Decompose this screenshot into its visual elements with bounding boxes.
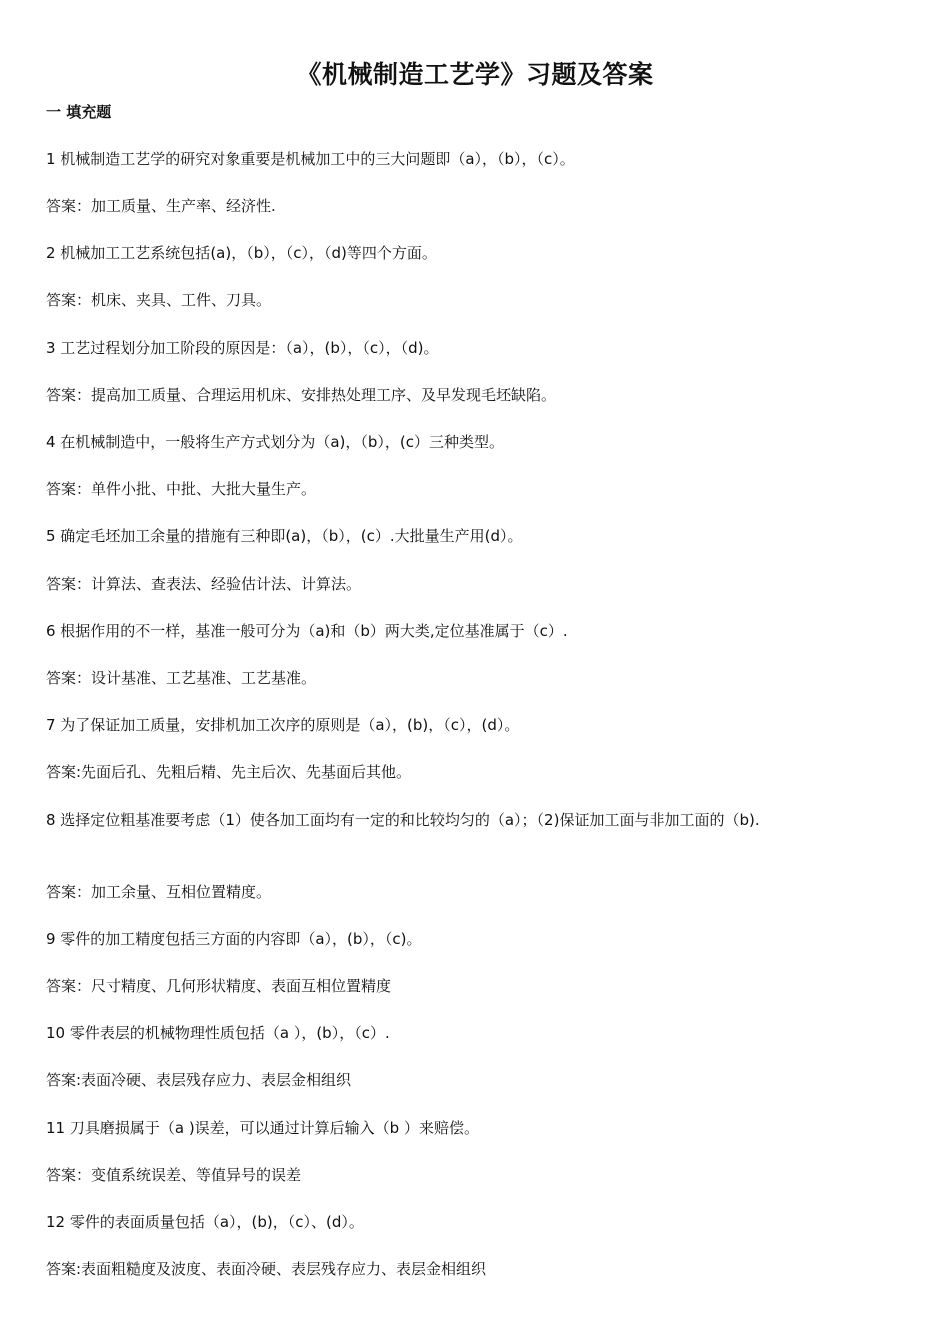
question-7: 7 为了保证加工质量，安排机加工次序的原则是（a），(b)，（c），(d）。	[46, 716, 520, 734]
answer-6: 答案：设计基准、工艺基准、工艺基准。	[46, 669, 317, 687]
section-heading: 一 填充题	[46, 103, 112, 121]
answer-2: 答案：机床、夹具、工件、刀具。	[46, 291, 272, 309]
question-12: 12 零件的表面质量包括（a），(b)，（c）、(d）。	[46, 1213, 364, 1231]
document-title: 《机械制造工艺学》习题及答案	[296, 60, 654, 89]
answer-4: 答案：单件小批、中批、大批大量生产。	[46, 480, 317, 498]
question-6: 6 根据作用的不一样，基准一般可分为（a)和（b）两大类,定位基准属于（c）.	[46, 622, 568, 640]
answer-11: 答案：变值系统误差、等值异号的误差	[46, 1166, 302, 1184]
answer-1: 答案：加工质量、生产率、经济性.	[46, 197, 276, 215]
answer-12: 答案:表面粗糙度及波度、表面冷硬、表层残存应力、表层金相组织	[46, 1260, 487, 1278]
answer-3: 答案：提高加工质量、合理运用机床、安排热处理工序、及早发现毛坯缺陷。	[46, 386, 557, 404]
question-3: 3 工艺过程划分加工阶段的原因是：（a），(b），（c），（d)。	[46, 339, 439, 357]
answer-10: 答案:表面冷硬、表层残存应力、表层金相组织	[46, 1071, 352, 1089]
question-9: 9 零件的加工精度包括三方面的内容即（a），(b），（c)。	[46, 930, 422, 948]
question-10: 10 零件表层的机械物理性质包括（a ），(b），（c）.	[46, 1024, 390, 1042]
answer-7: 答案:先面后孔、先粗后精、先主后次、先基面后其他。	[46, 763, 412, 781]
answer-5: 答案：计算法、查表法、经验估计法、计算法。	[46, 575, 362, 593]
question-8: 8 选择定位粗基准要考虑（1）使各加工面均有一定的和比较均匀的（a）；（2)保证加工面与非加工面的（b).	[46, 811, 760, 829]
question-5: 5 确定毛坯加工余量的措施有三种即(a)，（b），(c）.大批量生产用(d）。	[46, 527, 523, 545]
answer-9: 答案：尺寸精度、几何形状精度、表面互相位置精度	[46, 977, 392, 995]
question-1: 1 机械制造工艺学的研究对象重要是机械加工中的三大问题即（a），（b），（c）。	[46, 150, 575, 168]
answer-8: 答案：加工余量、互相位置精度。	[46, 883, 272, 901]
question-11: 11 刀具磨损属于（a )误差，可以通过计算后输入（b ）来赔偿。	[46, 1119, 479, 1137]
question-2: 2 机械加工工艺系统包括(a)，（b），（c），（d)等四个方面。	[46, 244, 437, 262]
question-4: 4 在机械制造中，一般将生产方式划分为（a)，（b），(c）三种类型。	[46, 433, 504, 451]
